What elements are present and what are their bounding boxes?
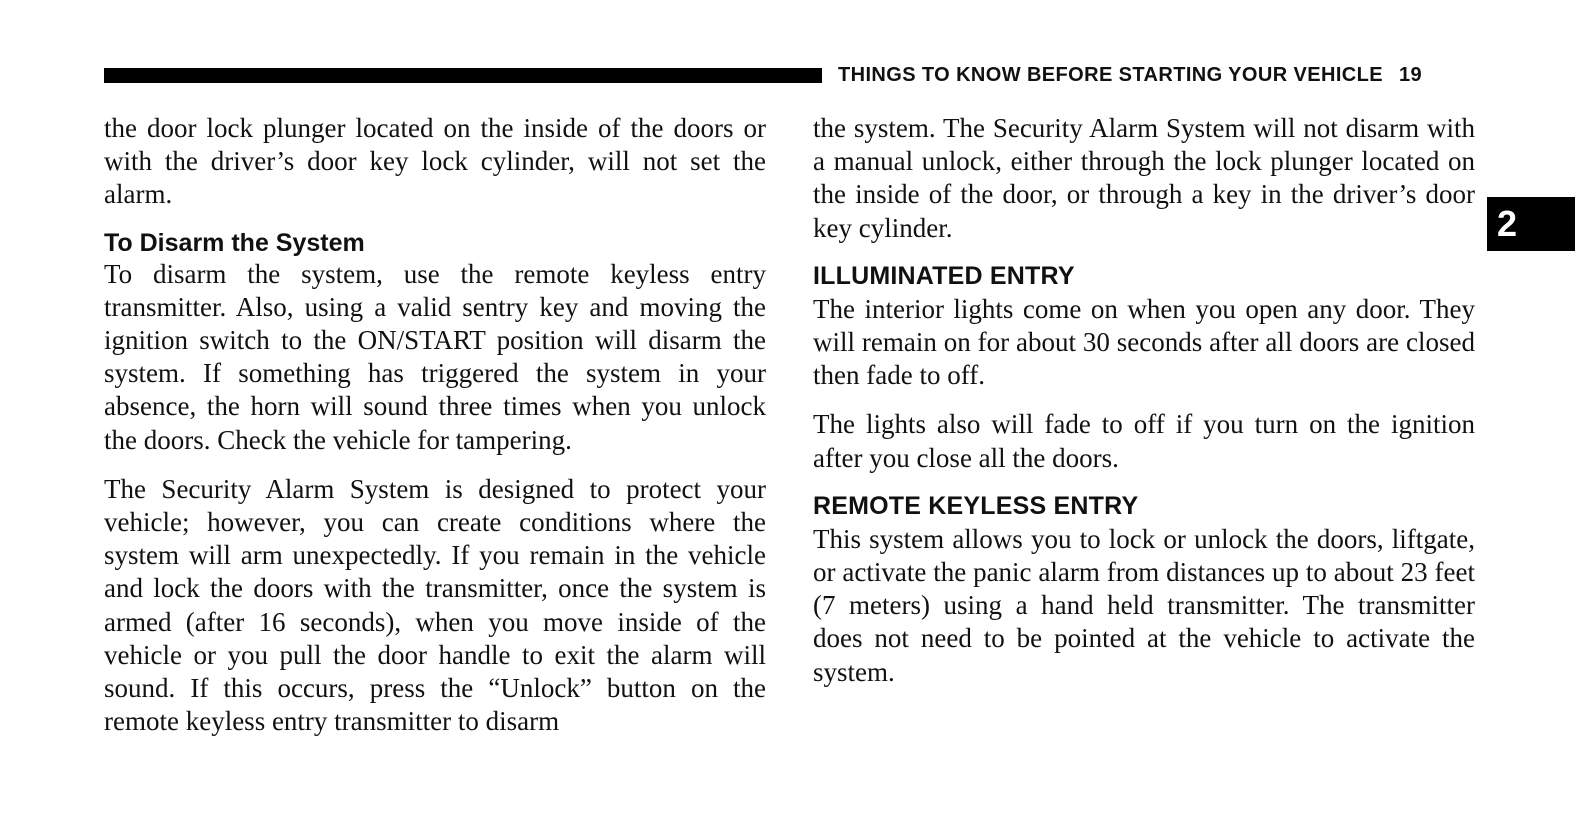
remote-paragraph: This system allows you to lock or unlock the doors, liftgate, or activate the panic alarm from distances up to about 23 feet (7 meters) using a hand held transmitter. The transmitter does not need to be pointed at the vehicle to activate the system. [813, 523, 1475, 687]
remote-keyless-entry-heading: REMOTE KEYLESS ENTRY [813, 491, 1139, 520]
continued-paragraph: the system. The Security Alarm System will not disarm with a manual unlock, either through the lock plunger located on the inside of the door, or through a key in the driver’s door key cylinder. [813, 113, 1475, 243]
illuminated-paragraph-2: The lights also will fade to off if you turn on the ignition after you close all the doors. [813, 409, 1475, 473]
page-number: 19 [1399, 64, 1423, 86]
illuminated-paragraph-1: The interior lights come on when you open any door. They will remain on for about 30 seconds after all doors are closed then fade to off. [813, 293, 1475, 391]
disarm-heading: To Disarm the System [104, 228, 365, 257]
illuminated-entry-heading: ILLUMINATED ENTRY [813, 261, 1075, 290]
right-column [813, 112, 1475, 705]
intro-paragraph: the door lock plunger located on the inside of the doors or with the driver’s door key lock cylinder, will not set the alarm. [104, 113, 766, 210]
left-column [104, 112, 766, 754]
section-tab-label: 2 [1497, 203, 1518, 244]
disarm-paragraph: To disarm the system, use the remote keyless entry transmitter. Also, using a valid sentry key and moving the ignition switch to the ON/START position will disarm the system. If something has triggered the system in your absence, the horn will sound three times when you unlock the doors. Check the vehicle for tampering. [104, 258, 766, 455]
security-paragraph: The Security Alarm System is designed to protect your vehicle; however, you can create conditions where the system will arm unexpectedly. If you remain in the vehicle and lock the doors with the transmitter, once the system is armed (after 16 seconds), when you move inside of the vehicle or you pull the door handle to exit the alarm will sound. If this occurs, press the “Unlock” button on the remote keyless entry transmitter to disarm [104, 473, 766, 737]
header-rule [104, 68, 822, 83]
running-title: THINGS TO KNOW BEFORE STARTING YOUR VEHICLE [838, 64, 1384, 86]
section-tab [1487, 197, 1575, 251]
running-head [838, 64, 1478, 87]
